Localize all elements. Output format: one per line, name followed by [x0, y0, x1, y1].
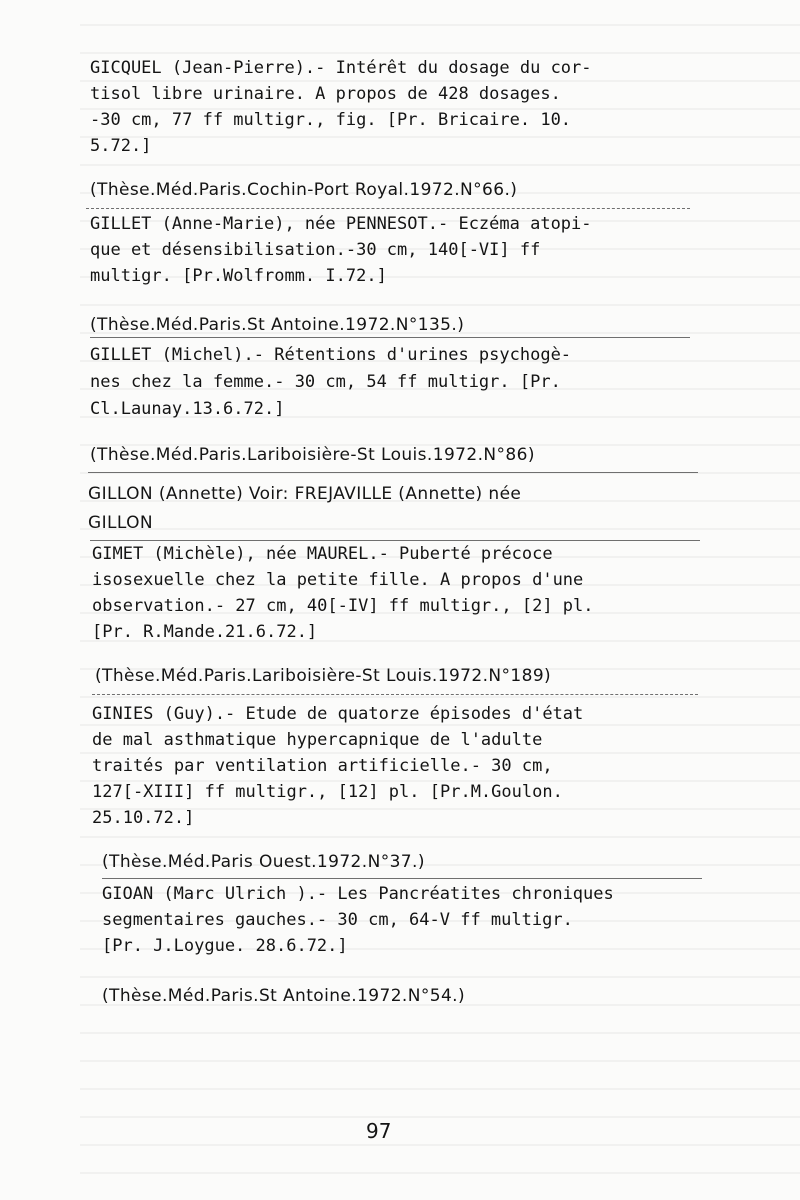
entry-4-line-1: GILLON (Annette) Voir: FREJAVILLE (Annette) née	[88, 484, 522, 504]
entry-divider-3	[88, 472, 698, 473]
entry-5-line-2: isosexuelle chez la petite fille. A propos d'une	[92, 570, 584, 590]
entry-3-citation: (Thèse.Méd.Paris.Lariboisière-St Louis.1972.N°86)	[90, 445, 535, 465]
entry-1-line-1: GICQUEL (Jean-Pierre).- Intérêt du dosage du cor-	[90, 58, 592, 78]
entry-2-line-2: que et désensibilisation.-30 cm, 140[-VI] ff	[90, 240, 541, 260]
entry-divider-1	[86, 208, 690, 209]
entry-6-line-1: GINIES (Guy).- Etude de quatorze épisodes d'état	[92, 704, 584, 724]
entry-5-line-4: [Pr. R.Mande.21.6.72.]	[92, 622, 318, 642]
entry-divider-5	[92, 694, 698, 695]
entry-7-line-2: segmentaires gauches.- 30 cm, 64-V ff multigr.	[102, 910, 573, 930]
entry-6-line-2: de mal asthmatique hypercapnique de l'adulte	[92, 730, 543, 750]
entry-1-line-4: 5.72.]	[90, 136, 152, 156]
entry-2-line-3: multigr. [Pr.Wolfromm. I.72.]	[90, 266, 387, 286]
entry-1-line-3: -30 cm, 77 ff multigr., fig. [Pr. Bricaire. 10.	[90, 110, 572, 130]
entry-5-citation: (Thèse.Méd.Paris.Lariboisière-St Louis.1972.N°189)	[95, 666, 552, 686]
entry-3-line-3: Cl.Launay.13.6.72.]	[90, 399, 285, 419]
entry-4-line-2: GILLON	[88, 513, 154, 533]
entry-6-line-3: traités par ventilation artificielle.- 30 cm,	[92, 756, 553, 776]
entry-7-line-3: [Pr. J.Loygue. 28.6.72.]	[102, 936, 348, 956]
entry-divider-4	[90, 540, 700, 541]
entry-2-citation: (Thèse.Méd.Paris.St Antoine.1972.N°135.)	[90, 315, 465, 335]
entry-5-line-3: observation.- 27 cm, 40[-IV] ff multigr., [2] pl.	[92, 596, 594, 616]
entry-6-line-4: 127[-XIII] ff multigr., [12] pl. [Pr.M.Goulon.	[92, 782, 563, 802]
entry-7-line-1: GIOAN (Marc Ulrich ).- Les Pancréatites chroniques	[102, 884, 614, 904]
entry-6-citation: (Thèse.Méd.Paris Ouest.1972.N°37.)	[102, 852, 425, 872]
entry-7-citation: (Thèse.Méd.Paris.St Antoine.1972.N°54.)	[102, 986, 466, 1006]
entry-divider-6	[102, 878, 702, 879]
entry-2-line-1: GILLET (Anne-Marie), née PENNESOT.- Eczéma atopi-	[90, 214, 592, 234]
entry-1-line-2: tisol libre urinaire. A propos de 428 dosages.	[90, 84, 561, 104]
entry-5-line-1: GIMET (Michèle), née MAUREL.- Puberté précoce	[92, 544, 553, 564]
entry-3-line-2: nes chez la femme.- 30 cm, 54 ff multigr. [Pr.	[90, 372, 561, 392]
entry-6-line-5: 25.10.72.]	[92, 808, 195, 828]
entry-1-citation: (Thèse.Méd.Paris.Cochin-Port Royal.1972.N°66.)	[90, 180, 518, 200]
entry-divider-2	[90, 337, 690, 338]
entry-3-line-1: GILLET (Michel).- Rétentions d'urines psychogè-	[90, 345, 572, 365]
page-number: 97	[366, 1119, 392, 1143]
